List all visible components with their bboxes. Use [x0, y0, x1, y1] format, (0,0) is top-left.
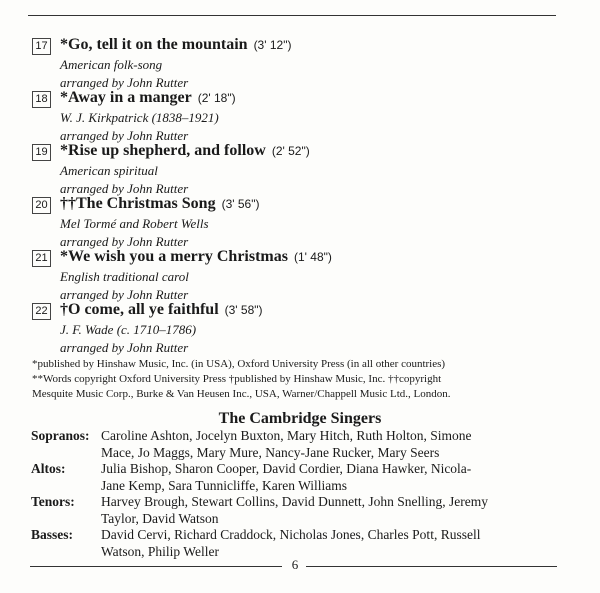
track-item	[32, 193, 572, 249]
singer-names: David Cervi, Richard Craddock, Nicholas Jones, Charles Pott, Russell	[101, 527, 481, 542]
track-title: *Away in a manger	[60, 89, 192, 106]
track-item	[32, 87, 572, 143]
singer-names: Mace, Jo Maggs, Mary Mure, Nancy-Jane Rucker, Mary Seers	[101, 444, 440, 460]
track-number: 17	[32, 38, 51, 55]
track-duration: (3' 56")	[221, 197, 260, 211]
voice-part-label: Sopranos:	[31, 428, 90, 443]
copyright-note: *published by Hinshaw Music, Inc. (in USA), Oxford University Press (in all other countries)	[32, 358, 446, 370]
choir-title: The Cambridge Singers	[218, 410, 382, 427]
track-duration: (1' 48")	[293, 250, 332, 264]
voice-part-label: Tenors:	[31, 494, 75, 509]
track-arranger: arranged by John Rutter	[60, 181, 189, 196]
track-duration: (2' 18")	[197, 91, 236, 105]
track-credit: English traditional carol	[60, 269, 189, 284]
voice-part-label: Basses:	[31, 527, 74, 542]
track-item	[32, 34, 572, 90]
track-credit: American folk-song	[60, 57, 163, 72]
track-arranger: arranged by John Rutter	[60, 287, 189, 302]
choir-roster	[31, 428, 571, 560]
track-title: *We wish you a merry Christmas	[60, 248, 288, 265]
voice-part-tenors	[31, 494, 571, 527]
copyright-note: Mesquite Music Corp., Burke & Van Heusen Inc., USA, Warner/Chappell Music Ltd., London.	[32, 388, 451, 400]
voice-part-sopranos	[31, 428, 571, 461]
track-number: 22	[32, 303, 51, 320]
track-number: 21	[32, 250, 51, 267]
track-arranger: arranged by John Rutter	[60, 75, 189, 90]
singer-names: Watson, Philip Weller	[101, 543, 219, 559]
track-list	[32, 34, 572, 355]
singer-names: Harvey Brough, Stewart Collins, David Dunnett, John Snelling, Jeremy	[101, 494, 488, 509]
copyright-notes	[32, 357, 562, 402]
track-title: ††The Christmas Song	[60, 195, 216, 212]
voice-part-label: Altos:	[31, 461, 66, 476]
track-arranger: arranged by John Rutter	[60, 128, 189, 143]
track-arranger: arranged by John Rutter	[60, 340, 189, 355]
page-number: 6	[291, 557, 299, 572]
footer-rule-right	[306, 566, 557, 567]
track-credit: American spiritual	[60, 163, 158, 178]
track-duration: (3' 12")	[253, 38, 292, 52]
singer-names: Jane Kemp, Sara Tunnicliffe, Karen Williams	[101, 477, 348, 493]
track-arranger: arranged by John Rutter	[60, 234, 189, 249]
page-footer	[0, 556, 600, 576]
top-rule	[28, 15, 556, 16]
track-title: †O come, all ye faithful	[60, 301, 219, 318]
track-credit: J. F. Wade (c. 1710–1786)	[60, 322, 197, 337]
footer-rule-left	[30, 566, 282, 567]
track-number: 18	[32, 91, 51, 108]
singer-names: Taylor, David Watson	[101, 510, 219, 526]
track-title: *Go, tell it on the mountain	[60, 36, 248, 53]
copyright-note: **Words copyright Oxford University Press †published by Hinshaw Music, Inc. ††copyright	[32, 373, 442, 385]
track-item	[32, 299, 572, 355]
singer-names: Julia Bishop, Sharon Cooper, David Cordier, Diana Hawker, Nicola-	[101, 461, 472, 476]
track-credit: Mel Tormé and Robert Wells	[60, 216, 209, 231]
track-duration: (2' 52")	[271, 144, 310, 158]
track-credit: W. J. Kirkpatrick (1838–1921)	[60, 110, 219, 125]
track-item	[32, 140, 572, 196]
singer-names: Caroline Ashton, Jocelyn Buxton, Mary Hitch, Ruth Holton, Simone	[101, 428, 472, 443]
voice-part-altos	[31, 461, 571, 494]
track-number: 20	[32, 197, 51, 214]
track-duration: (3' 58")	[224, 303, 263, 317]
track-item	[32, 246, 572, 302]
track-title: *Rise up shepherd, and follow	[60, 142, 266, 159]
track-number: 19	[32, 144, 51, 161]
